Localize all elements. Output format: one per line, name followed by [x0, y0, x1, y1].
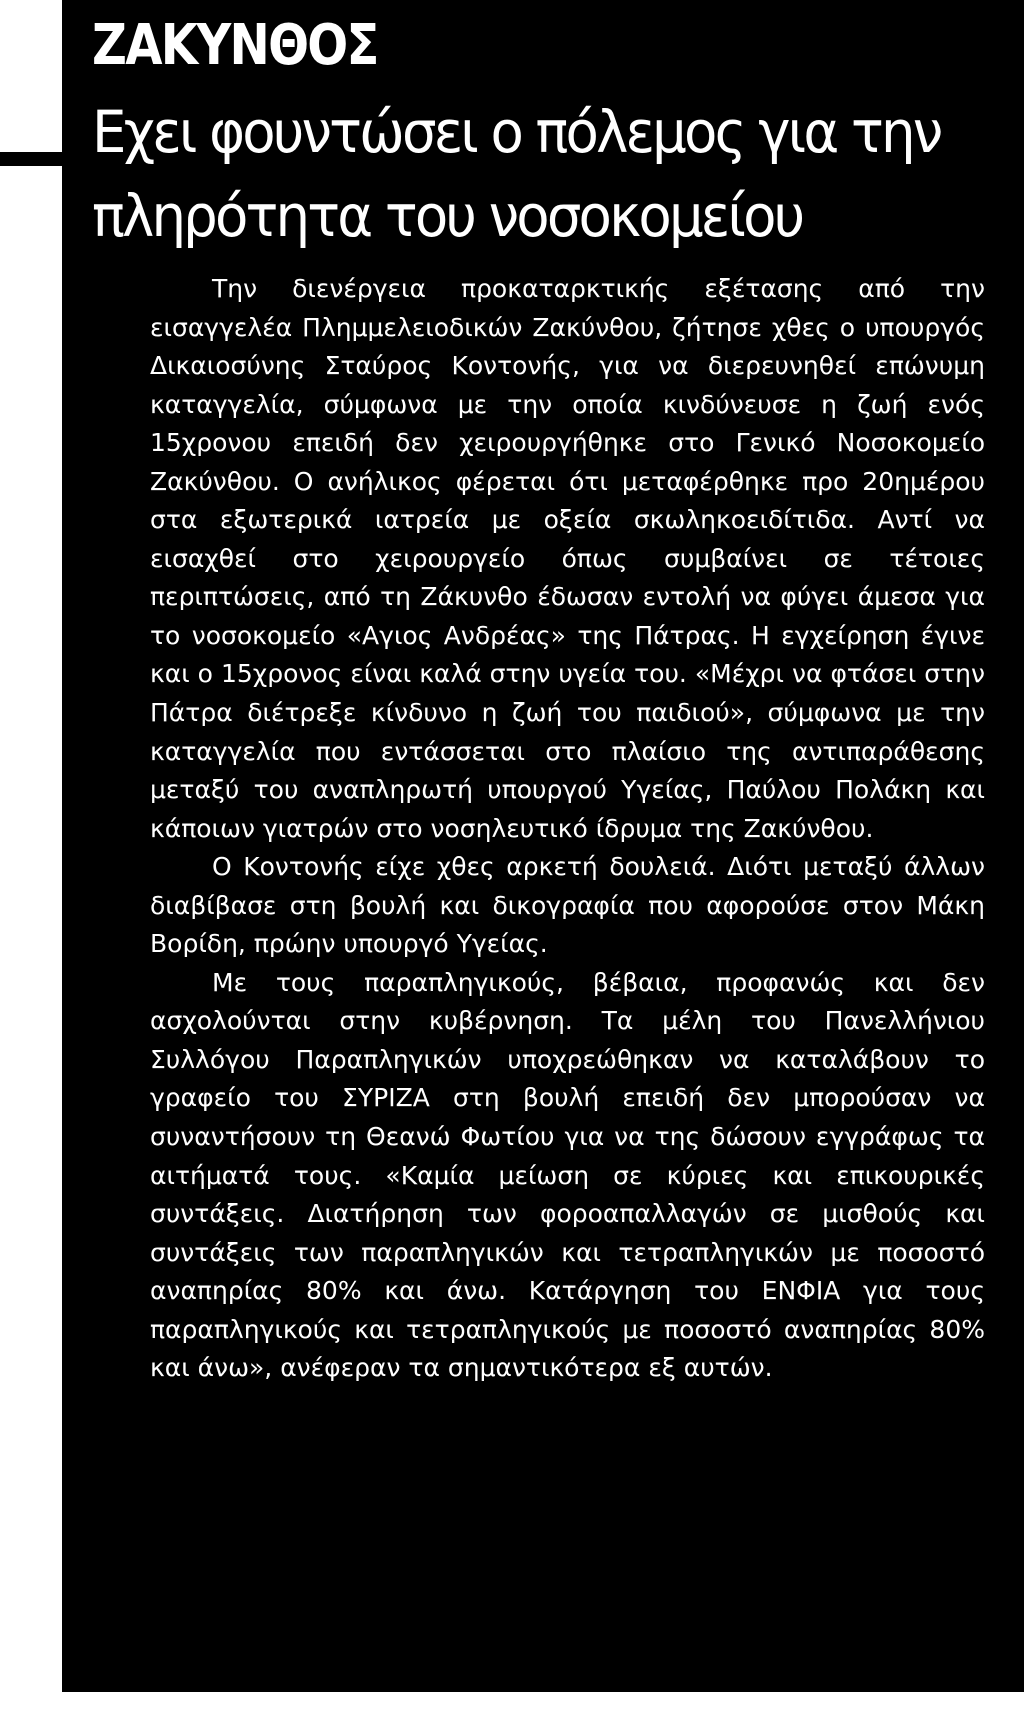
margin-tick-mark	[0, 152, 62, 166]
article-paragraph: Την διενέργεια προκαταρκτικής εξέτασης από την εισαγγελέα Πλημμελειοδικών Ζακύνθου, ζήτησε χθες ο υπουργός Δικαιοσύνης Σταύρος Κοντονής, για να διερευνηθεί επώνυμη καταγγελία, σύμφωνα με την οποία κινδύνευσε η ζωή ενός 15χρονου επειδή δεν χειρουργήθηκε στο Γενικό Νοσοκομείο Ζακύνθου. Ο ανήλικος φέρεται ότι μεταφέρθηκε προ 20ημέρου στα εξωτερικά ιατρεία με οξεία σκωληκοειδίτιδα. Αντί να εισαχθεί στο χειρουργείο όπως συμβαίνει σε τέτοιες περιπτώσεις, από τη Ζάκυνθο έδωσαν εντολή να φύγει άμεσα για το νοσοκομείο «Αγιος Ανδρέας» της Πάτρας. Η εγχείρηση έγινε και ο 15χρονος είναι καλά στην υγεία του. «Μέχρι να φτάσει στην Πάτρα διέτρεξε κίνδυνο η ζωή του παιδιού», σύμφωνα με την καταγγελία που εντάσσεται στο πλαίσιο της αντιπαράθεσης μεταξύ του αναπληρωτή υπουργού Υγείας, Παύλου Πολάκη και κάποιων γιατρών στο νοσηλευτικό ίδρυμα της Ζακύνθου.	[150, 274, 985, 843]
article-paragraph: Με τους παραπληγικούς, βέβαια, προφανώς και δεν ασχολούνται στην κυβέρνηση. Τα μέλη του Πανελλήνιου Συλλόγου Παραπληγικών υποχρεώθηκαν να καταλάβουν το γραφείο του ΣΥΡΙΖΑ στη βουλή επειδή δεν μπορούσαν να συναντήσουν τη Θεανώ Φωτίου για να της δώσουν εγγράφως τα αιτήματά τους. «Καμία μείωση σε κύριες και επικουρικές συντάξεις. Διατήρηση των φοροαπαλλαγών σε μισθούς και συντάξεις των παραπληγικών και τετραπληγικών με ποσοστό αναπηρίας 80% και άνω. Κατάργηση του ΕΝΦΙΑ για τους παραπληγικούς και τετραπληγικούς με ποσοστό αναπηρίας 80% και άνω», ανέφεραν τα σημαντικότερα εξ αυτών.	[150, 967, 985, 1383]
article-paragraph: Ο Κοντονής είχε χθες αρκετή δουλειά. Διότι μεταξύ άλλων διαβίβασε στη βουλή και δικογραφία που αφορούσε στον Μάκη Βορίδη, πρώην υπουργό Υγείας.	[150, 852, 985, 959]
article-headline: Εχει φουντώσει ο πόλεμος για την πληρότητα του νοσοκομείου	[92, 98, 941, 250]
article-body	[150, 270, 985, 1388]
bottom-rule	[62, 1686, 1024, 1692]
section-kicker: ΖΑΚΥΝΘΟΣ	[92, 13, 378, 78]
